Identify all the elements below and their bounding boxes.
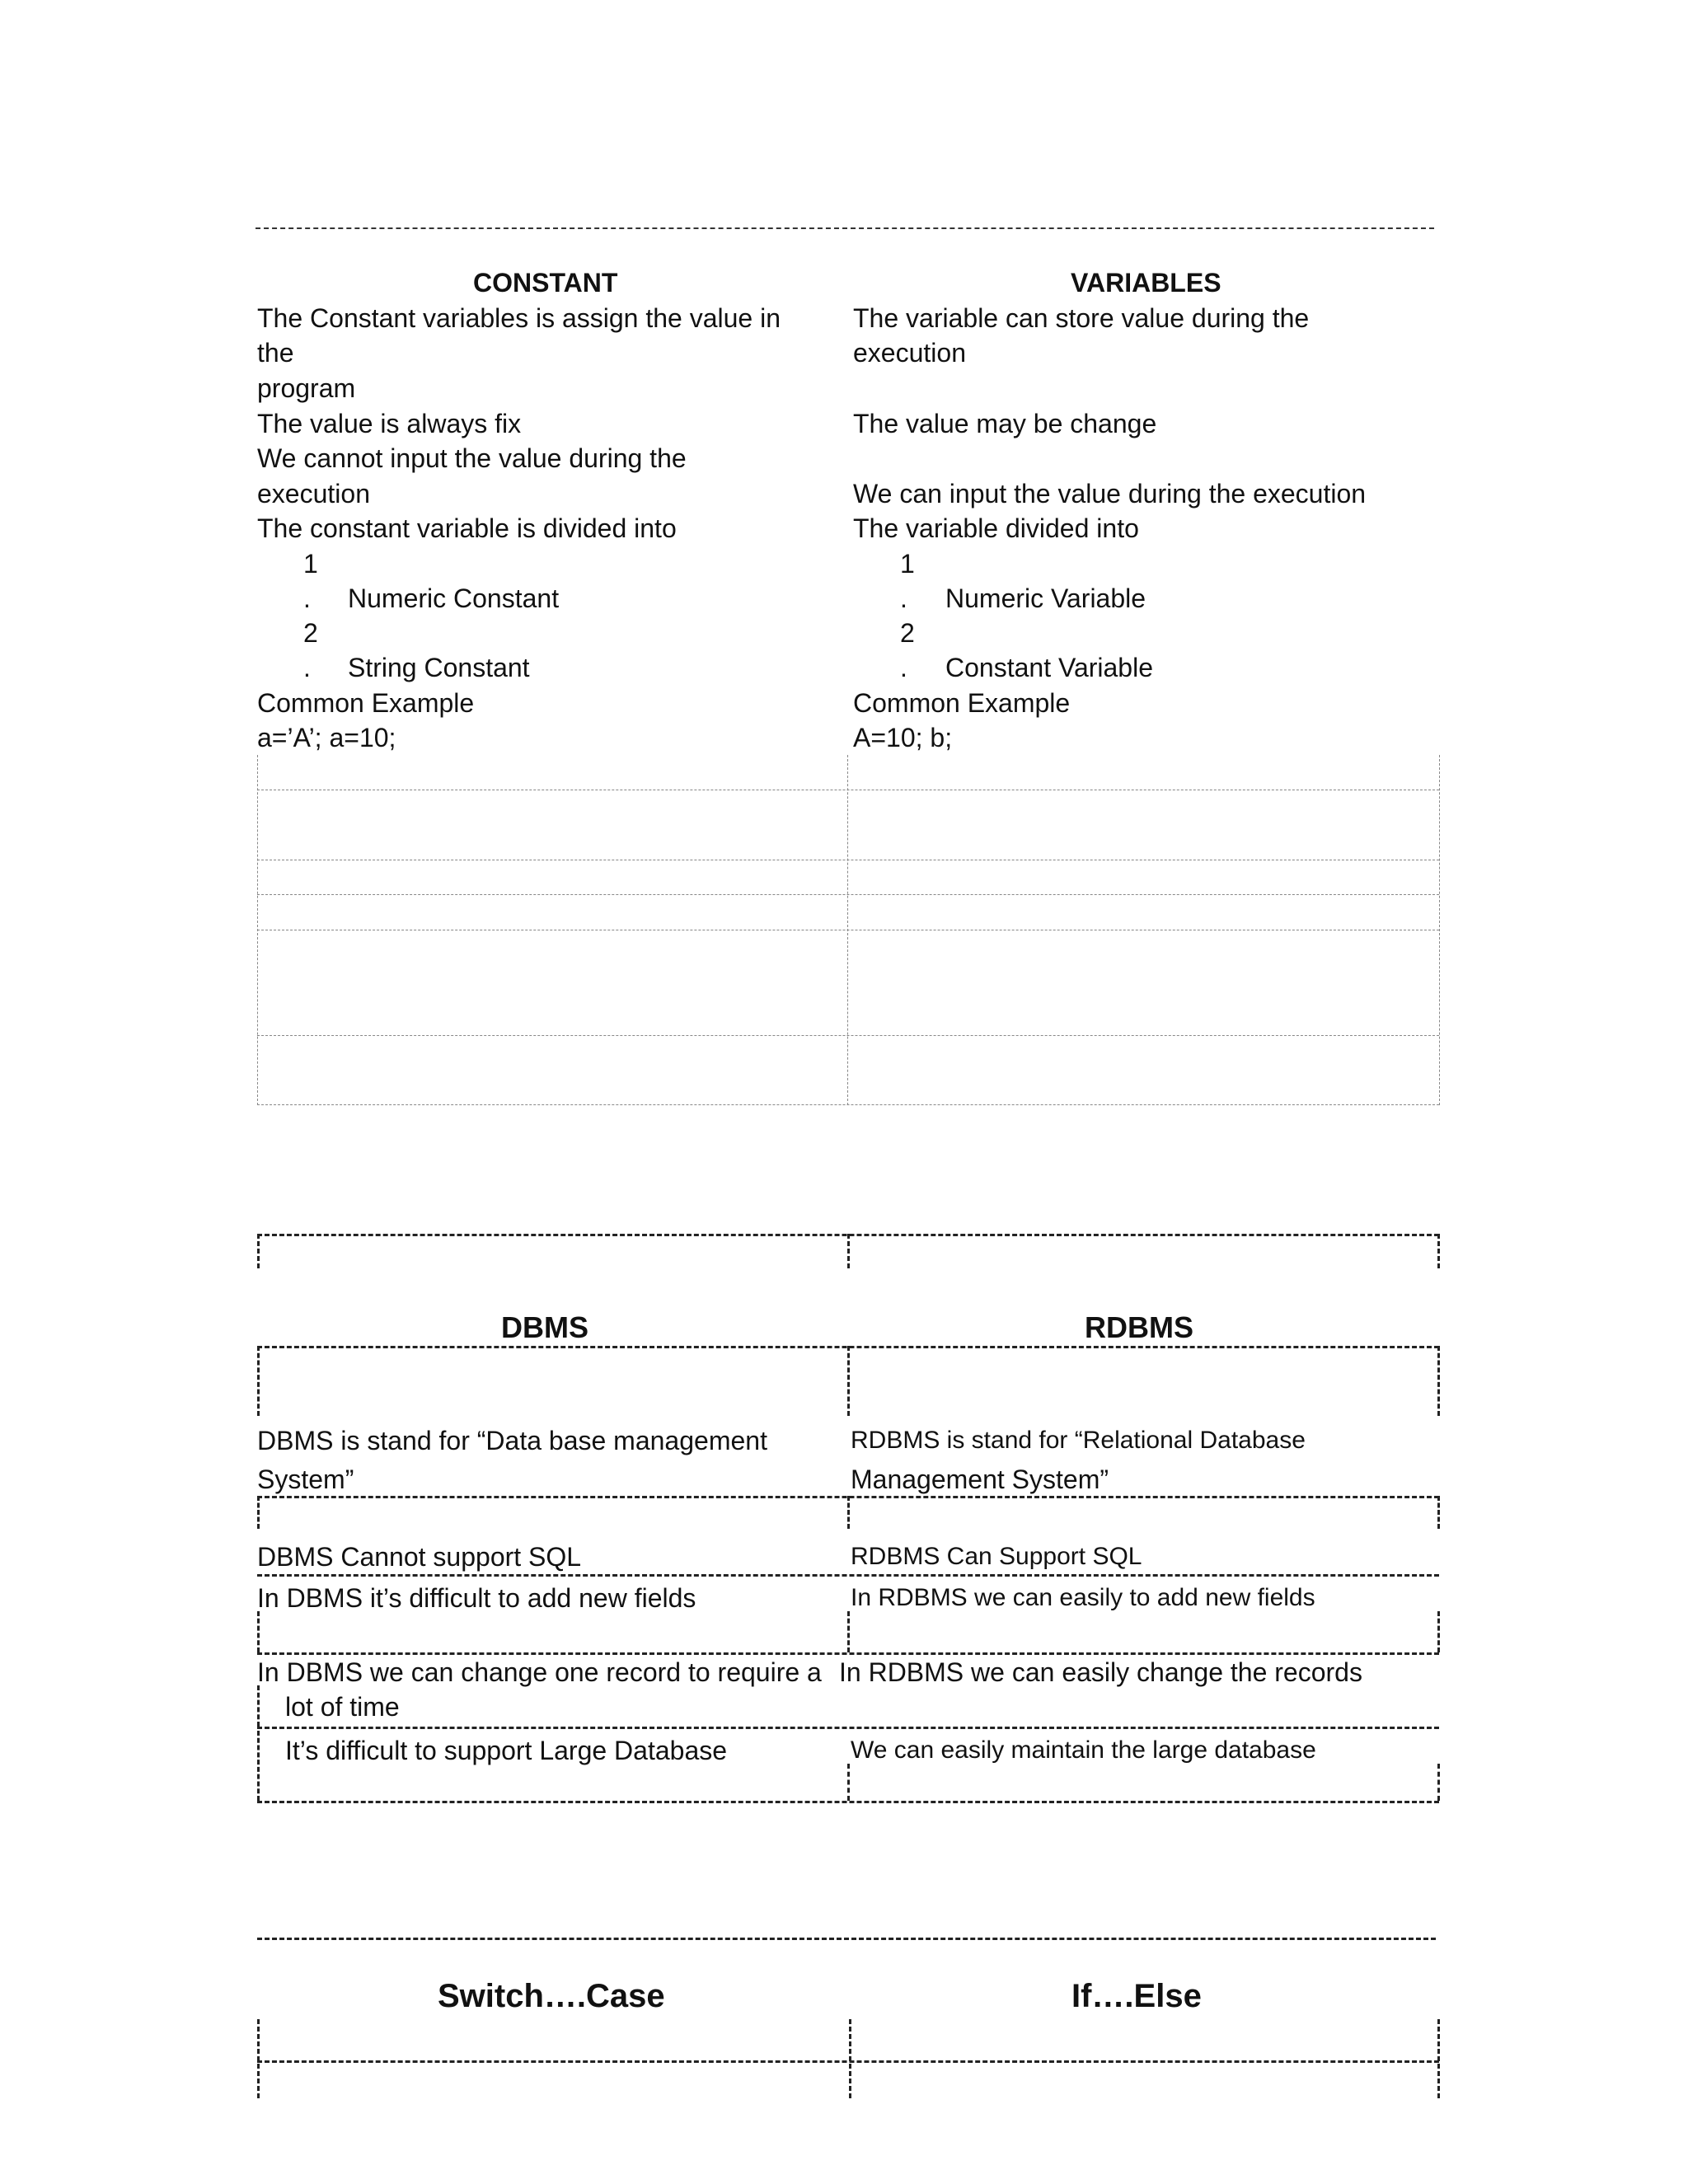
- variables-heading: VARIABLES: [1071, 268, 1221, 298]
- top-divider: [256, 227, 1434, 229]
- switch-vertical: [849, 2019, 851, 2098]
- dbms-row-1-right-line-1: RDBMS is stand for “Relational Database: [851, 1427, 1306, 1454]
- constant-item-1-text: Numeric Constant: [348, 583, 560, 613]
- constant-item-2-number: 2: [303, 618, 318, 648]
- dbms-vertical: [1437, 1346, 1440, 1416]
- grid-line: [257, 894, 1439, 895]
- switch-vertical: [1437, 2019, 1440, 2098]
- dbms-grid-line: [257, 1727, 1439, 1729]
- dbms-vertical: [257, 1611, 260, 1652]
- dbms-vertical: [257, 1685, 260, 1727]
- dbms-row-1-left-line-2: System”: [257, 1465, 354, 1494]
- dbms-row-4-left-line-2: lot of time: [285, 1692, 400, 1722]
- constant-item-1-number: 1: [303, 549, 318, 579]
- variables-example-label: Common Example: [853, 688, 1071, 718]
- constant-example-code: a=’A’; a=10;: [257, 723, 396, 752]
- variables-item-2-text: Constant Variable: [945, 653, 1153, 682]
- dbms-vertical: [847, 1611, 850, 1652]
- dbms-vertical: [847, 1496, 850, 1529]
- grid-line: [257, 1035, 1439, 1036]
- dbms-vertical: [257, 1496, 260, 1529]
- dbms-vertical: [847, 1346, 850, 1416]
- variables-line-1b: execution: [853, 338, 966, 368]
- variables-example-code: A=10; b;: [853, 723, 953, 752]
- dbms-tick: [1437, 1234, 1440, 1268]
- variables-item-1-dot: .: [900, 583, 907, 613]
- dbms-vertical: [1437, 1611, 1440, 1652]
- dbms-heading: DBMS: [501, 1310, 588, 1344]
- dbms-tick: [257, 1234, 260, 1268]
- dbms-row-2-left: DBMS Cannot support SQL: [257, 1542, 582, 1572]
- dbms-vertical: [847, 1764, 850, 1801]
- constant-item-2-text: String Constant: [348, 653, 530, 682]
- variables-item-1-text: Numeric Variable: [945, 583, 1146, 613]
- dbms-grid-line: [257, 1574, 1439, 1577]
- variables-line-4: The variable divided into: [853, 513, 1139, 543]
- switch-grid-line: [257, 2060, 1439, 2063]
- dbms-row-1-right-line-2: Management System”: [851, 1465, 1109, 1494]
- grid-line: [257, 1104, 1439, 1105]
- dbms-row-4-right: In RDBMS we can easily change the records: [839, 1657, 1362, 1687]
- dbms-row-3-right: In RDBMS we can easily to add new fields: [851, 1584, 1315, 1611]
- constant-item-2-dot: .: [303, 653, 311, 682]
- constant-item-1-dot: .: [303, 583, 311, 613]
- if-else-heading: If….Else: [1071, 1978, 1202, 2014]
- dbms-row-4-left-line-1: In DBMS we can change one record to require a: [257, 1657, 822, 1687]
- variables-line-1a: The variable can store value during the: [853, 303, 1310, 333]
- variables-item-2-dot: .: [900, 653, 907, 682]
- constant-line-4: The constant variable is divided into: [257, 513, 677, 543]
- variables-item-1-number: 1: [900, 549, 915, 579]
- dbms-vertical: [1437, 1764, 1440, 1801]
- dbms-vertical: [257, 1346, 260, 1416]
- variables-line-2: The value may be change: [853, 409, 1157, 438]
- grid-right-border: [1439, 755, 1440, 1105]
- dbms-row-5-right: We can easily maintain the large database: [851, 1736, 1316, 1764]
- rdbms-heading: RDBMS: [1085, 1310, 1193, 1344]
- constant-line-1a: The Constant variables is assign the value in: [257, 303, 781, 333]
- constant-heading: CONSTANT: [473, 268, 618, 298]
- constant-line-1c: program: [257, 373, 356, 403]
- dbms-row-5-left: It’s difficult to support Large Database: [285, 1736, 728, 1765]
- constant-line-1b: the: [257, 338, 294, 368]
- variables-line-3: We can input the value during the execution: [853, 479, 1367, 509]
- constant-line-2: The value is always fix: [257, 409, 522, 438]
- dbms-vertical: [257, 1731, 260, 1801]
- dbms-row-3-left: In DBMS it’s difficult to add new fields: [257, 1583, 696, 1613]
- switch-case-heading: Switch….Case: [438, 1978, 665, 2014]
- dbms-tick: [847, 1234, 850, 1268]
- constant-line-3a: We cannot input the value during the: [257, 443, 687, 473]
- constant-example-label: Common Example: [257, 688, 475, 718]
- variables-item-2-number: 2: [900, 618, 915, 648]
- switch-top-divider: [257, 1938, 1436, 1940]
- constant-line-3b: execution: [257, 479, 370, 509]
- switch-vertical: [257, 2019, 260, 2098]
- dbms-bottom-border: [257, 1801, 1439, 1803]
- dbms-row-2-right: RDBMS Can Support SQL: [851, 1543, 1142, 1570]
- dbms-vertical: [1437, 1496, 1440, 1529]
- dbms-row-1-left-line-1: DBMS is stand for “Data base management: [257, 1426, 767, 1455]
